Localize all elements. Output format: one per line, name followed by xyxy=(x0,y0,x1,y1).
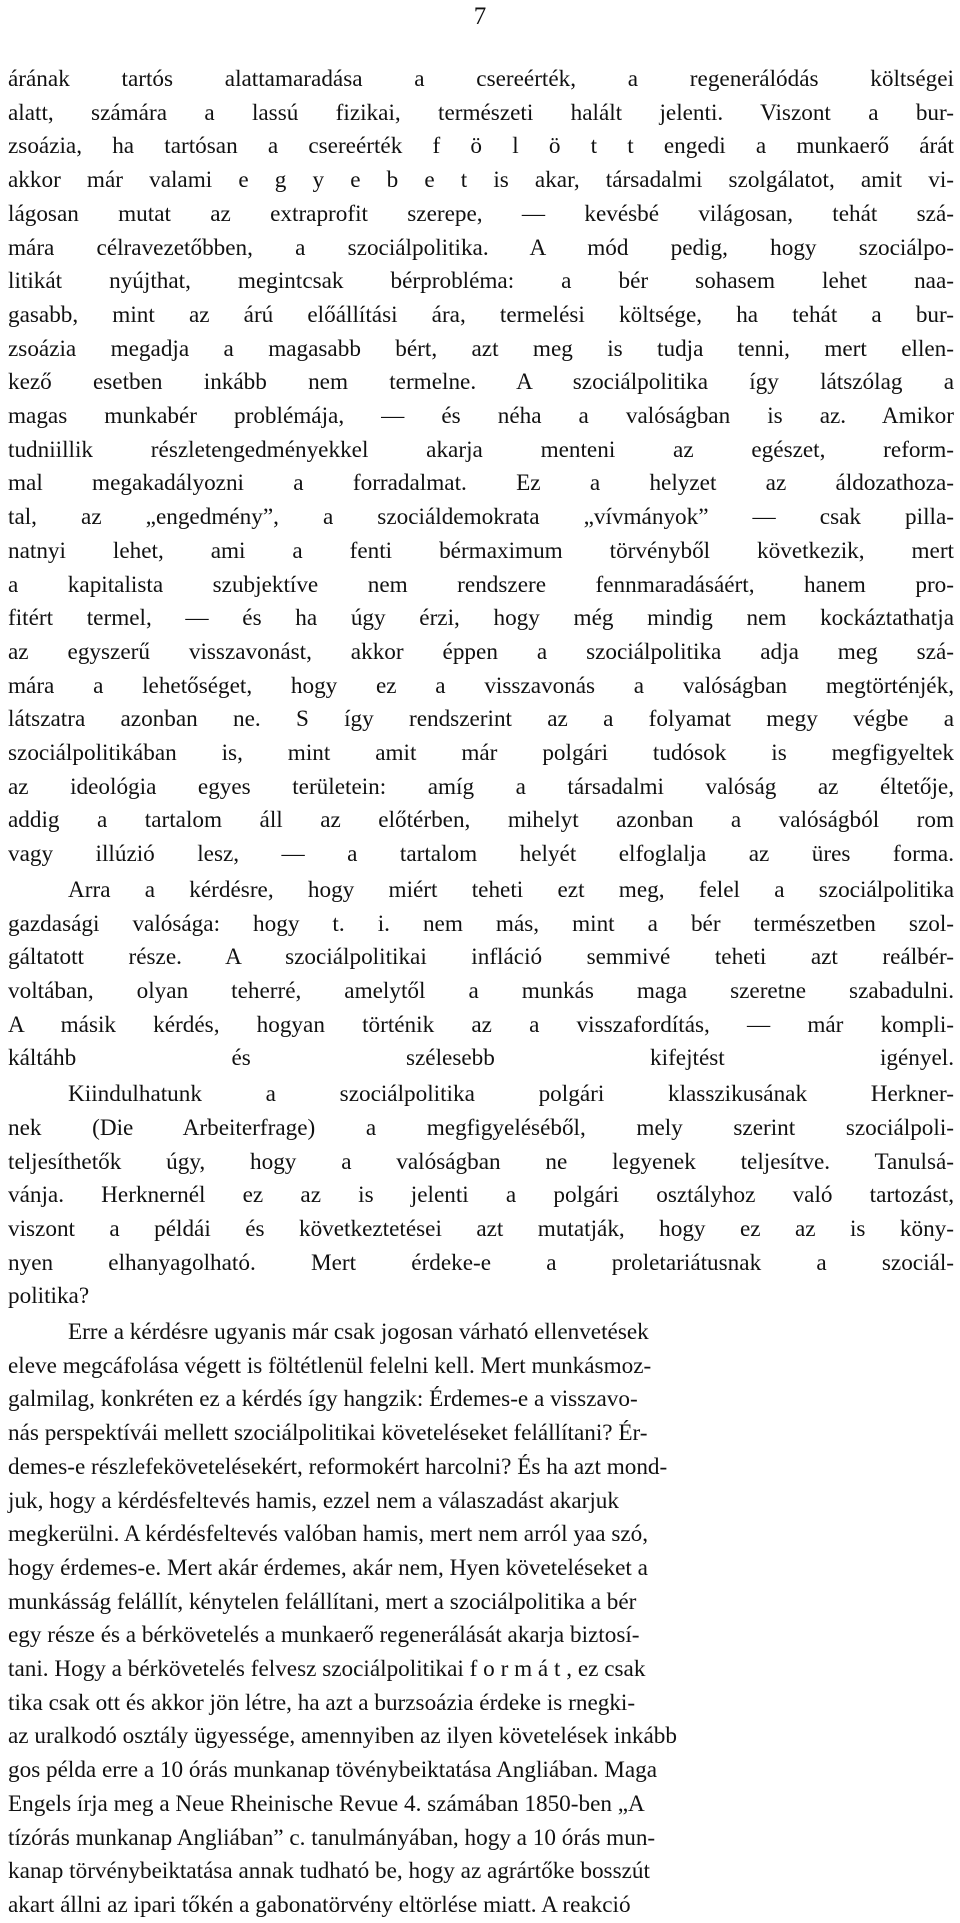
text-line: egy része és a bérkövetelés a munkaerő regenerálását akarja biztosí- xyxy=(8,1622,640,1649)
text-line: Erre a kérdésre ugyanis már csak jogosan várható ellenvetések xyxy=(68,1319,649,1346)
text-line: gasabb, mint az árú előállítási ára, termelési költsége, ha tehát a bur- xyxy=(8,301,954,328)
text-line: voltában, olyan teherré, amelytől a munkás maga szeretne szabadulni. xyxy=(8,977,954,1004)
text-line: kező esetben inkább nem termelne. A szociálpolitika így látszólag a xyxy=(8,369,954,396)
text-line: juk, hogy a kérdésfeltevés hamis, ezzel nem a válaszadást akarjuk xyxy=(8,1487,619,1514)
text-line: teljesíthetők úgy, hogy a valóságban ne legyenek teljesítve. Tanulsá- xyxy=(8,1148,954,1175)
text-line: Arra a kérdésre, hogy miért teheti ezt meg, felel a szociálpolitika xyxy=(68,876,954,903)
text-line: tal, az „engedmény”, a szociáldemokrata „vívmányok” — csak pilla- xyxy=(8,504,954,531)
text-line: zsoázia megadja a magasabb bért, azt meg is tudja tenni, mert ellen- xyxy=(8,335,954,362)
text-line: akkor már valami e g y e b e t is akar, társadalmi szolgálatot, amit vi- xyxy=(8,167,954,194)
text-line: akart állni az ipari tőkén a gabonatörvény eltörlése miatt. A reakció xyxy=(8,1891,631,1918)
text-line: káltáhb és szélesebb kifejtést igényel. xyxy=(8,1045,954,1072)
text-line: alatt, számára a lassú fizikai, természeti halált jelenti. Viszont a bur- xyxy=(8,99,954,126)
text-line: nyen elhanyagolható. Mert érdeke-e a proletariátusnak a szociál- xyxy=(8,1249,954,1276)
text-line: hogy érdemes-e. Mert akár érdemes, akár nem, Hyen követeléseket a xyxy=(8,1554,648,1581)
text-line: fitért termel, — és ha úgy érzi, hogy még mindig nem kockáztathatja xyxy=(8,605,954,632)
text-line: vánja. Herknernél ez az is jelenti a polgári osztályhoz való tartozást, xyxy=(8,1182,954,1209)
body-text xyxy=(8,63,954,1923)
text-line: árának tartós alattamaradása a csereérték, a regenerálódás költségei xyxy=(8,66,954,92)
paragraph-2 xyxy=(8,874,954,1076)
text-line: gos példa erre a 10 órás munkanap tövénybeiktatása Angliában. Maga xyxy=(8,1757,658,1784)
text-line: viszont a példái és következtetései azt mutatják, hogy ez az is köny- xyxy=(8,1215,954,1242)
text-line: gazdasági valósága: hogy t. i. nem más, mint a bér természetben szol- xyxy=(8,910,954,937)
text-line: a kapitalista szubjektíve nem rendszere fennmaradásáért, hanem pro- xyxy=(8,571,954,598)
text-line: litikát nyújthat, megintcsak bérprobléma: a bér sohasem lehet naa- xyxy=(8,268,954,295)
text-line: az ideológia egyes területein: amíg a társadalmi valóság az éltetője, xyxy=(8,773,954,800)
text-line: tudniillik részletengedményekkel akarja menteni az egészet, reform- xyxy=(8,436,954,463)
text-line: addig a tartalom áll az előtérben, mihelyt azonban a valóságból rom xyxy=(8,807,954,834)
text-line: demes-e részlefekövetelésekért, reformokért harcolni? És ha azt mond- xyxy=(8,1453,668,1480)
page-number: 7 xyxy=(473,3,487,30)
text-line: szociálpolitikában is, mint amit már polgári tudósok is megfigyeltek xyxy=(8,740,954,767)
paragraph-3 xyxy=(8,1078,954,1314)
text-line: tani. Hogy a bérkövetelés felvesz szociálpolitikai f o r m á t , ez csak xyxy=(8,1656,646,1683)
text-line: látszatra azonban ne. S így rendszerint az a folyamat megy végbe a xyxy=(8,706,954,733)
text-line: A másik kérdés, hogyan történik az a visszafordítás, — már kompli- xyxy=(8,1011,954,1038)
text-line: megkerülni. A kérdésfeltevés valóban hamis, mert nem arról yaa szó, xyxy=(8,1521,649,1548)
text-line: tika csak ott és akkor jön létre, ha azt a burzsoázia érdeke is rnegki- xyxy=(8,1689,636,1716)
text-line: az egyszerű visszavonást, akkor éppen a szociálpolitika adja meg szá- xyxy=(8,638,954,665)
text-line: gáltatott része. A szociálpolitikai infláció semmivé teheti azt reálbér- xyxy=(8,944,954,971)
text-line: az uralkodó osztály ügyessége, amennyiben az ilyen követelések inkább xyxy=(8,1723,677,1750)
text-line: natnyi lehet, ami a fenti bérmaximum törvényből következik, mert xyxy=(8,537,954,564)
text-line: galmilag, konkréten ez a kérdés így hangzik: Érdemes-e a visszavo- xyxy=(8,1386,638,1413)
text-line: mára célravezetőbben, a szociálpolitika. A mód pedig, hogy szociálpo- xyxy=(8,234,954,261)
text-line: Kiindulhatunk a szociálpolitika polgári klasszikusának Herkner- xyxy=(68,1081,954,1108)
text-line: Engels írja meg a Neue Rheinische Revue 4. számában 1850-ben „A xyxy=(8,1790,645,1817)
text-line: nás perspektívái mellett szociálpolitikai követeléseket felállítani? Ér- xyxy=(8,1420,648,1447)
text-line: lágosan mutat az extraprofit szerepe, — kevésbé világosan, tehát szá- xyxy=(8,200,954,227)
text-line: kanap törvénybeiktatása annak tudható be, hogy az agrártőke bosszút xyxy=(8,1858,650,1885)
text-line: tízórás munkanap Angliában” c. tanulmányában, hogy a 10 órás mun- xyxy=(8,1824,656,1851)
text-line: magas munkabér problémája, — és néha a valóságban is az. Amikor xyxy=(8,403,954,430)
text-line: mal megakadályozni a forradalmat. Ez a helyzet az áldozathoza- xyxy=(8,470,954,497)
paragraph-1 xyxy=(8,63,954,872)
paragraph-4 xyxy=(8,1316,954,1923)
text-line: eleve megcáfolása végett is föltétlenül felelni kell. Mert munkásmoz- xyxy=(8,1352,652,1379)
text-line: mára a lehetőséget, hogy ez a visszavonás a valóságban megtörténjék, xyxy=(8,672,954,699)
text-line: vagy illúzió lesz, — a tartalom helyét elfoglalja az üres forma. xyxy=(8,841,954,868)
text-line: politika? xyxy=(8,1283,90,1310)
text-line: munkásság felállít, kénytelen felállítani, mert a szociálpolitika a bér xyxy=(8,1588,637,1615)
text-line: nek (Die Arbeiterfrage) a megfigyeléséből, mely szerint szociálpoli- xyxy=(8,1114,954,1141)
text-line: zsoázia, ha tartósan a csereérték f ö l ö t t engedi a munkaerő árát xyxy=(8,133,954,160)
